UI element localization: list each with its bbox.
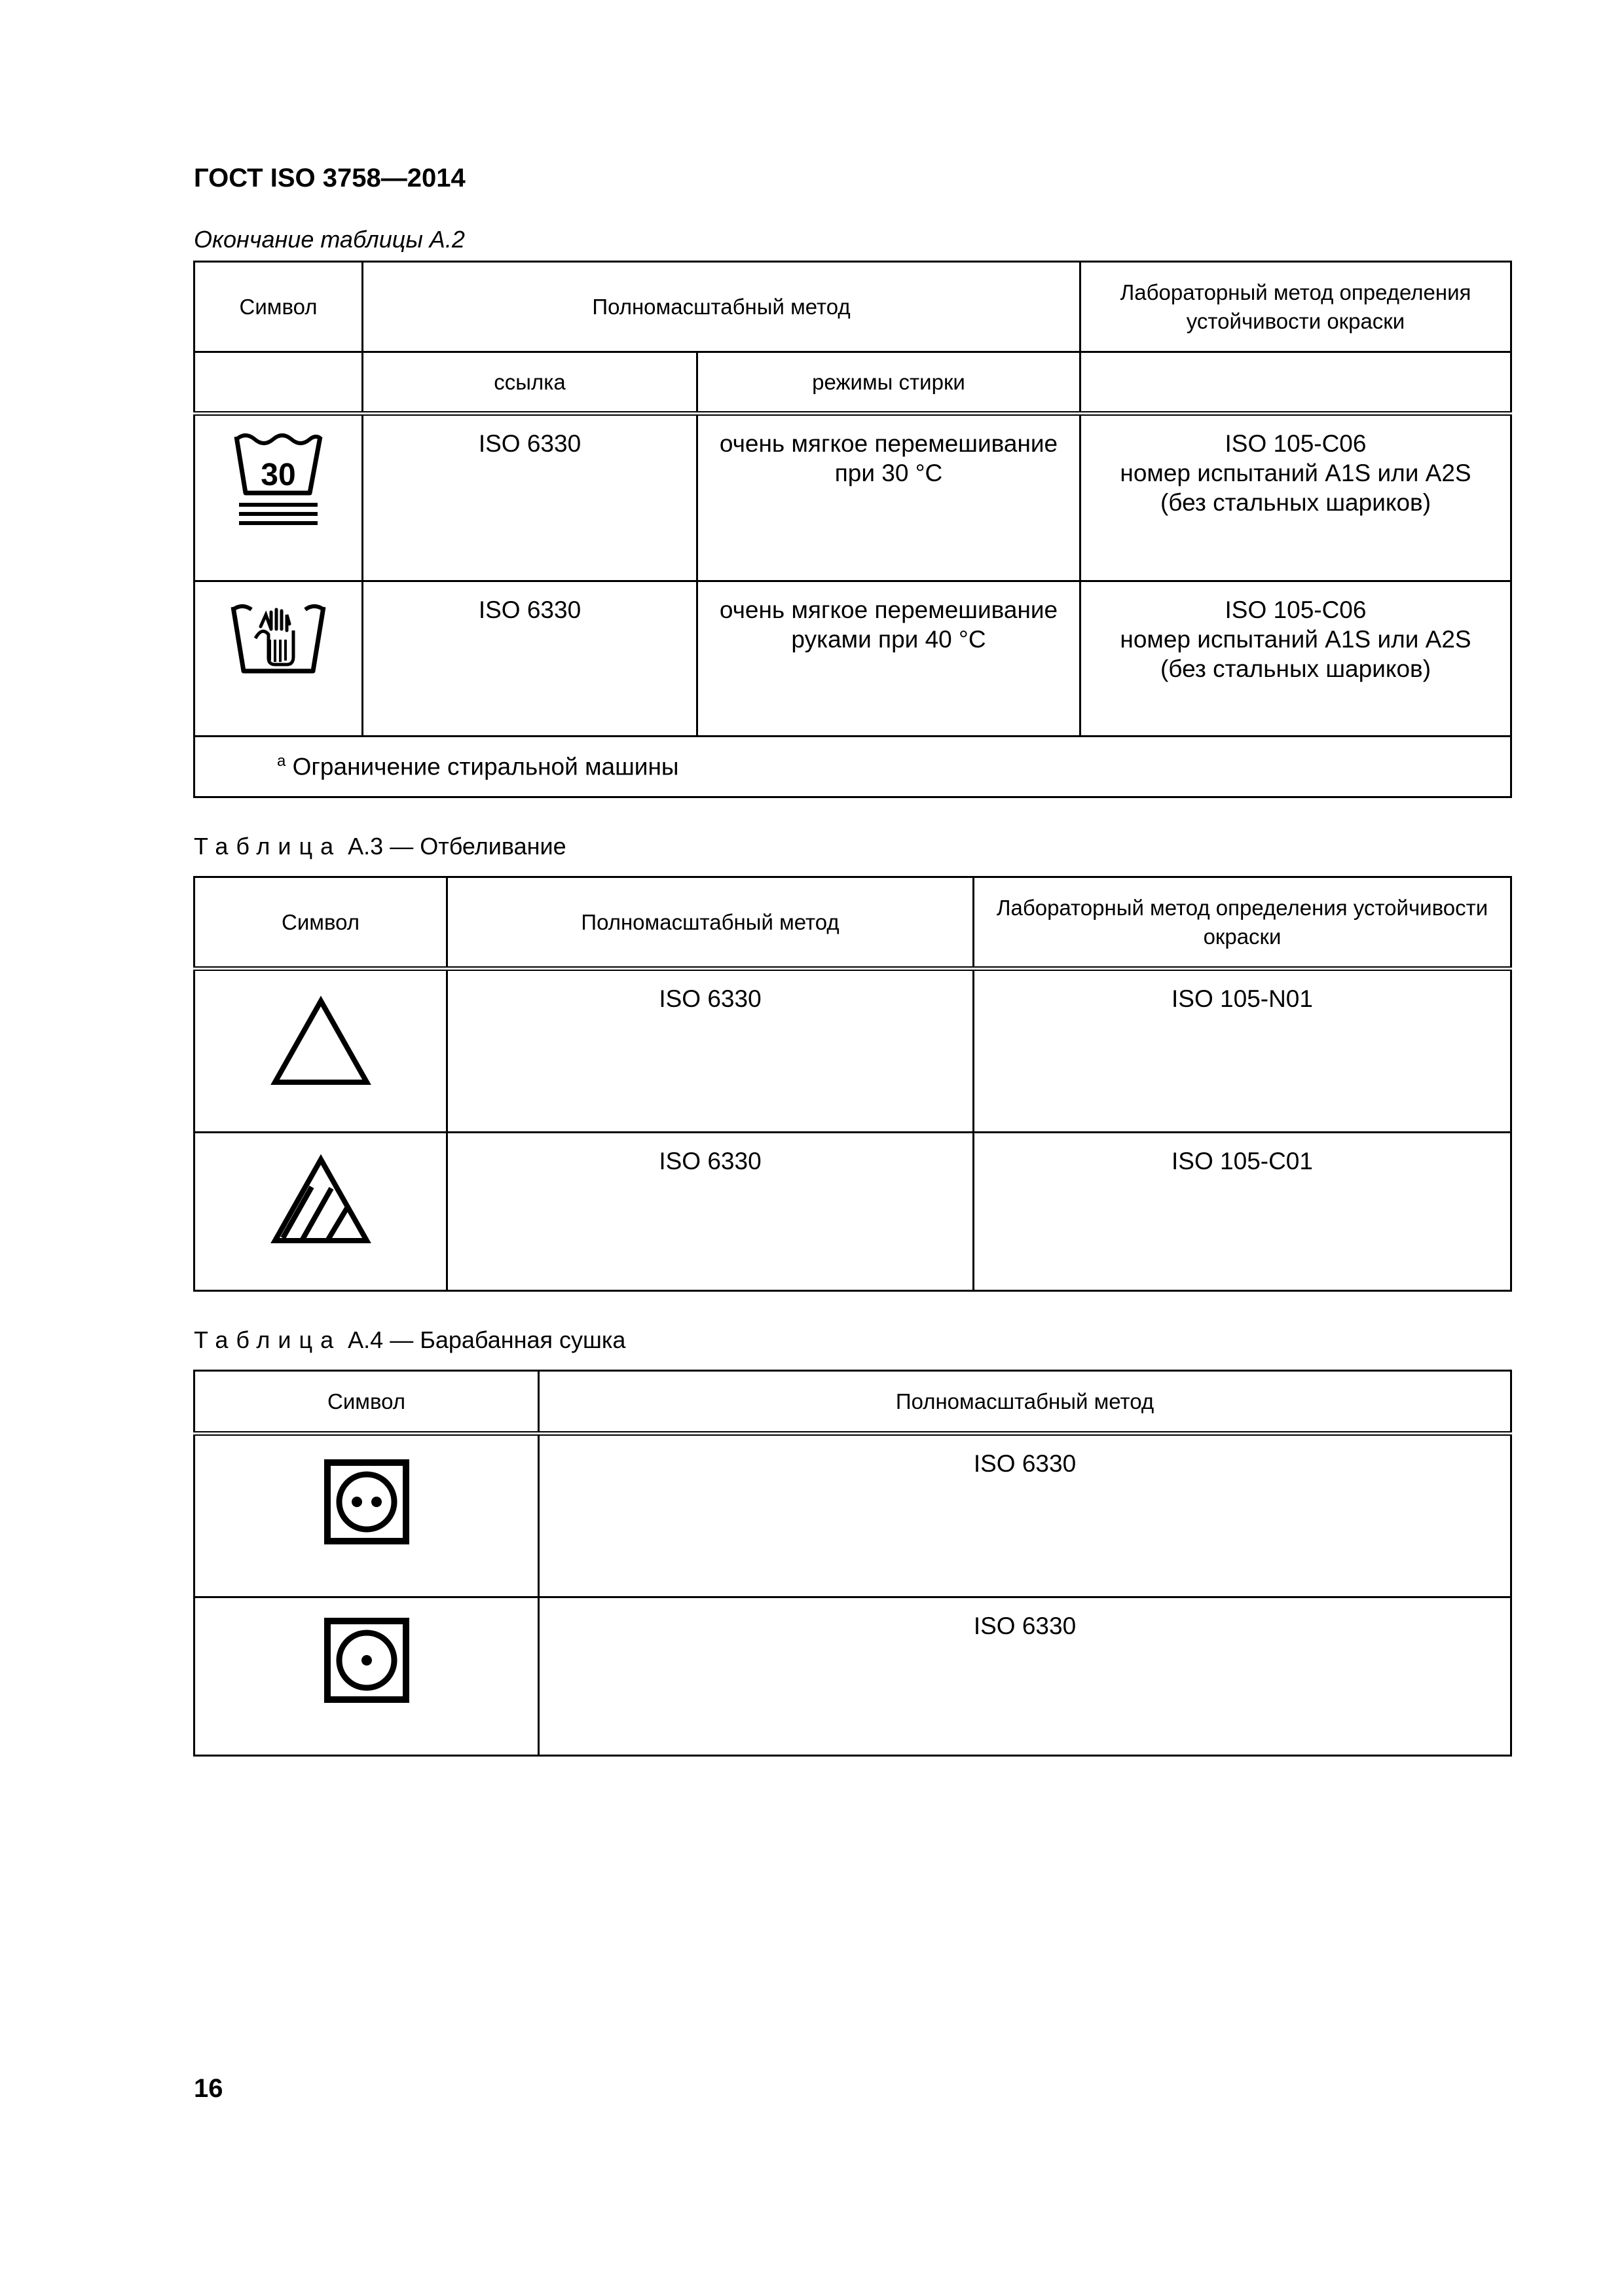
bleach-non-chlorine-triangle-icon — [268, 1154, 373, 1246]
table-a4-caption — [194, 1326, 625, 1354]
wash-30-very-mild-icon — [232, 430, 324, 528]
symbol-cell — [194, 969, 447, 1133]
lab-method-line: номер испытаний А1S или А2S — [1120, 460, 1471, 486]
symbol-cell — [194, 581, 363, 737]
table-row — [194, 1133, 1511, 1291]
wash-temperature-label: 30 — [261, 458, 296, 492]
header-wash-modes: режимы стирки — [697, 352, 1080, 414]
lab-method-cell: ISO 105-C01 — [974, 1133, 1511, 1291]
lab-method-line: (без стальных шариков) — [1160, 655, 1431, 682]
page-number: 16 — [194, 2074, 223, 2103]
footnote — [194, 737, 1511, 797]
caption-word: Таблица — [194, 833, 342, 860]
table-footnote-row — [194, 737, 1511, 797]
table-row — [194, 969, 1511, 1133]
lab-method-cell — [1080, 414, 1511, 581]
symbol-cell — [194, 1133, 447, 1291]
table-row — [194, 1597, 1511, 1756]
reference-cell: ISO 6330 — [363, 414, 697, 581]
table-row — [194, 581, 1511, 737]
lab-method-line: номер испытаний А1S или А2S — [1120, 626, 1471, 653]
lab-method-line: (без стальных шариков) — [1160, 489, 1431, 516]
table-a2 — [193, 261, 1512, 798]
symbol-cell — [194, 414, 363, 581]
header-full-scale-method: Полномасштабный метод — [363, 262, 1080, 352]
table-a3 — [193, 876, 1512, 1292]
footnote-mark: а — [277, 752, 286, 771]
caption-word: Таблица — [194, 1326, 342, 1353]
lab-method-line: ISO 105-C06 — [1225, 430, 1367, 457]
footnote-text: Ограничение стиральной машины — [292, 753, 679, 780]
table-row — [194, 414, 1511, 581]
table-a3-caption — [194, 833, 566, 860]
wash-mode-cell — [697, 581, 1080, 737]
caption-title: А.3 — Отбеливание — [348, 833, 566, 860]
document-header: ГОСТ ISO 3758—2014 — [194, 164, 466, 192]
header-symbol: Символ — [194, 1371, 539, 1434]
lab-method-cell: ISO 105-N01 — [974, 969, 1511, 1133]
full-scale-cell: ISO 6330 — [539, 1597, 1511, 1756]
wash-mode-line: очень мягкое перемешивание — [719, 596, 1058, 623]
full-scale-cell: ISO 6330 — [447, 969, 974, 1133]
wash-mode-cell — [697, 414, 1080, 581]
table-a2-caption: Окончание таблицы А.2 — [194, 226, 465, 253]
wash-mode-line: при 30 °C — [834, 460, 943, 486]
lab-method-line: ISO 105-C06 — [1225, 596, 1367, 623]
header-reference: ссылка — [363, 352, 697, 414]
full-scale-cell: ISO 6330 — [447, 1133, 974, 1291]
header-lab-method: Лабораторный метод определения устойчивости окраски — [974, 877, 1511, 969]
symbol-cell — [194, 1597, 539, 1756]
tumble-dry-low-icon — [324, 1618, 409, 1703]
symbol-cell — [194, 1434, 539, 1597]
header-full-scale-method: Полномасштабный метод — [447, 877, 974, 969]
reference-cell: ISO 6330 — [363, 581, 697, 737]
bleach-any-triangle-icon — [268, 996, 373, 1087]
full-scale-cell: ISO 6330 — [539, 1434, 1511, 1597]
hand-wash-icon — [229, 600, 327, 679]
table-row — [194, 1434, 1511, 1597]
tumble-dry-normal-icon — [324, 1459, 409, 1544]
header-full-scale-method: Полномасштабный метод — [539, 1371, 1511, 1434]
header-empty — [194, 352, 363, 414]
wash-mode-line: очень мягкое перемешивание — [719, 430, 1058, 457]
header-symbol: Символ — [194, 262, 363, 352]
lab-method-cell — [1080, 581, 1511, 737]
wash-mode-line: руками при 40 °C — [791, 626, 986, 653]
header-symbol: Символ — [194, 877, 447, 969]
header-empty — [1080, 352, 1511, 414]
header-lab-method: Лабораторный метод определения устойчивости окраски — [1080, 262, 1511, 352]
caption-title: А.4 — Барабанная сушка — [348, 1326, 626, 1353]
table-a4 — [193, 1370, 1512, 1757]
